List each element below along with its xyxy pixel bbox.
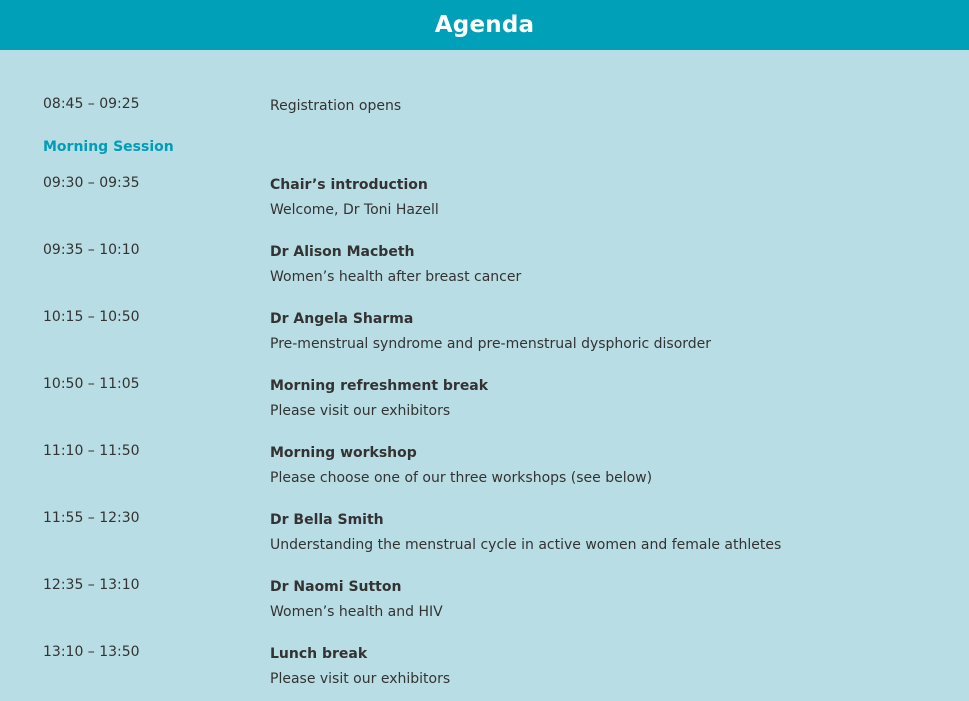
agenda-content — [270, 508, 781, 558]
agenda-time: 11:10 – 11:50 — [43, 443, 140, 459]
agenda-content — [270, 240, 521, 290]
page-header — [0, 0, 969, 50]
agenda-content — [270, 642, 450, 692]
section-heading-morning: Morning Session — [43, 139, 174, 155]
agenda-description: Welcome, Dr Toni Hazell — [270, 202, 439, 218]
agenda-title: Morning refreshment break — [270, 378, 489, 394]
agenda-content — [270, 374, 488, 424]
agenda-description: Women’s health after breast cancer — [270, 269, 522, 285]
agenda-content — [270, 307, 711, 357]
agenda-time: 10:15 – 10:50 — [43, 309, 140, 325]
agenda-time: 09:35 – 10:10 — [43, 242, 140, 258]
agenda-time: 11:55 – 12:30 — [43, 510, 140, 526]
agenda-title: Chair’s introduction — [270, 177, 428, 193]
agenda-title: Dr Naomi Sutton — [270, 579, 402, 595]
agenda-title: Lunch break — [270, 646, 368, 662]
agenda-description: Pre-menstrual syndrome and pre-menstrual dysphoric disorder — [270, 336, 712, 352]
agenda-title: Dr Angela Sharma — [270, 311, 414, 327]
agenda-time: 10:50 – 11:05 — [43, 376, 140, 392]
agenda-content — [270, 94, 401, 119]
agenda-content — [270, 575, 443, 625]
page-title: Agenda — [434, 12, 535, 38]
agenda-title: Dr Bella Smith — [270, 512, 384, 528]
agenda-content — [270, 441, 652, 491]
agenda-description: Understanding the menstrual cycle in active women and female athletes — [270, 537, 782, 553]
agenda-time: 08:45 – 09:25 — [43, 96, 140, 112]
agenda-time: 13:10 – 13:50 — [43, 644, 140, 660]
agenda-content — [270, 173, 439, 223]
agenda-title: Morning workshop — [270, 445, 417, 461]
agenda-description: Registration opens — [270, 98, 402, 114]
agenda-time: 09:30 – 09:35 — [43, 175, 140, 191]
agenda-time: 12:35 – 13:10 — [43, 577, 140, 593]
agenda-description: Please choose one of our three workshops (see below) — [270, 470, 653, 486]
agenda-description: Women’s health and HIV — [270, 604, 443, 620]
agenda-description: Please visit our exhibitors — [270, 403, 451, 419]
agenda-title: Dr Alison Macbeth — [270, 244, 415, 260]
agenda-description: Please visit our exhibitors — [270, 671, 451, 687]
